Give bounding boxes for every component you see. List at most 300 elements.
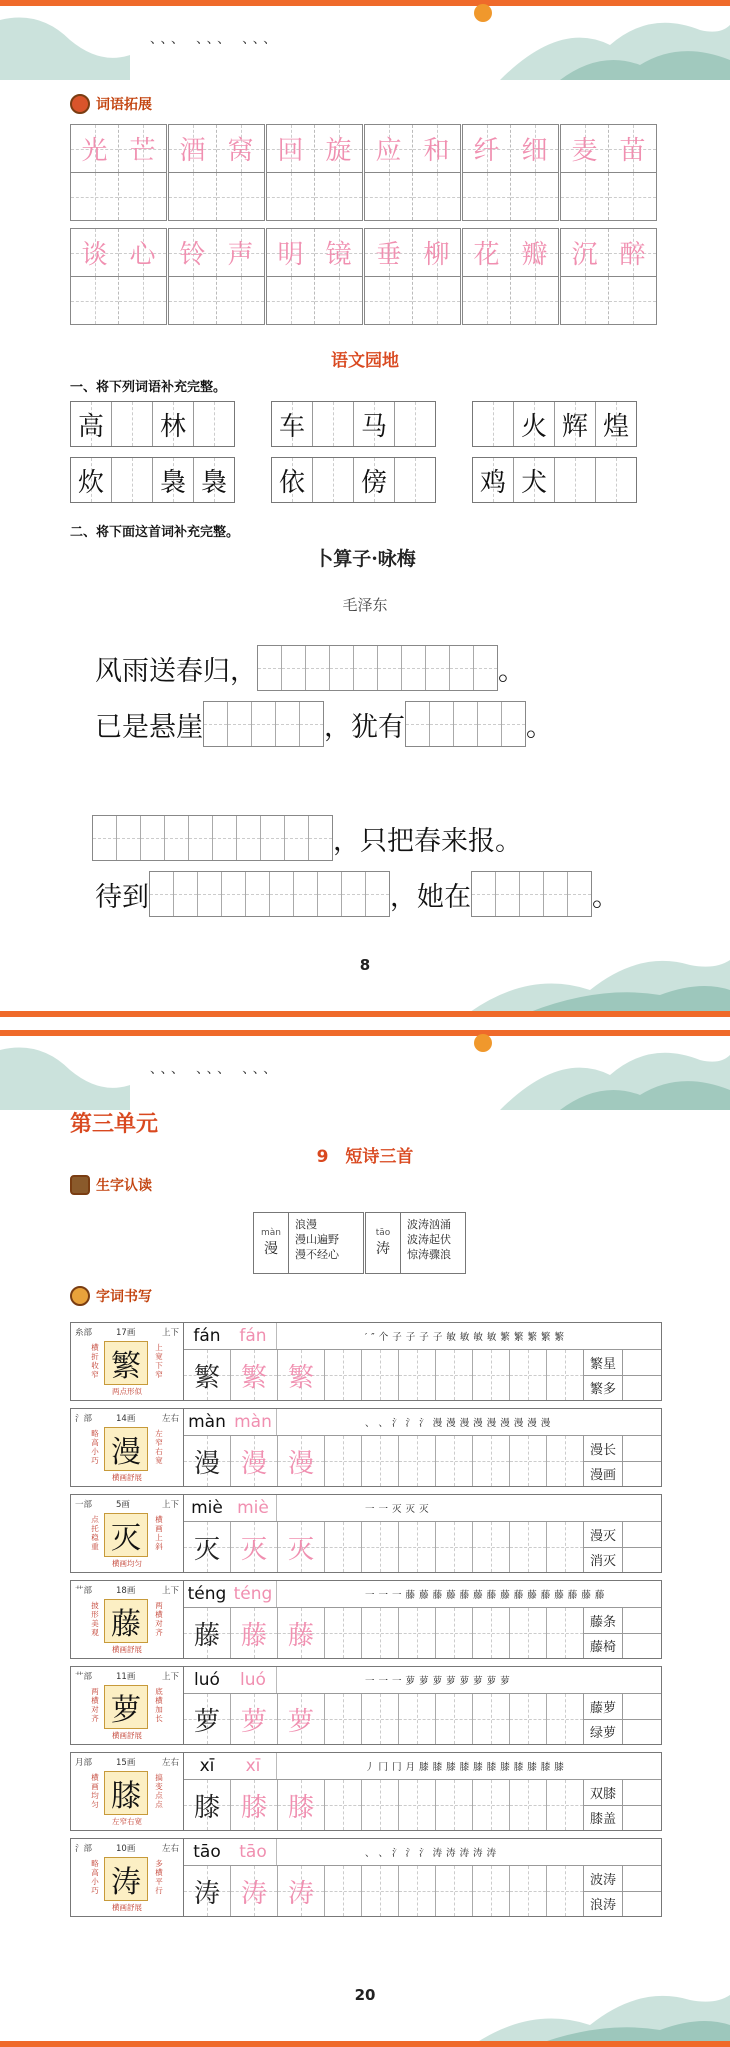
pinyin-blank[interactable] bbox=[276, 1581, 361, 1607]
writing-cell[interactable] bbox=[435, 1866, 472, 1916]
trace-cell bbox=[510, 229, 558, 276]
idiom-cell[interactable] bbox=[111, 458, 152, 502]
blank-cell[interactable] bbox=[406, 702, 429, 746]
writing-tip-left: 两横对齐 bbox=[91, 1687, 99, 1723]
blank-cell[interactable] bbox=[150, 872, 173, 916]
trace-cell bbox=[277, 1522, 324, 1572]
boy-mascot-icon bbox=[70, 1286, 90, 1306]
radical: 氵部 bbox=[75, 1414, 93, 1424]
word-column bbox=[583, 1436, 622, 1486]
model-char: 膝 bbox=[193, 1792, 220, 1823]
word-write-area[interactable] bbox=[622, 1436, 661, 1486]
writing-cell[interactable] bbox=[608, 277, 656, 324]
writing-cell[interactable] bbox=[412, 173, 460, 220]
trace-cell bbox=[230, 1522, 277, 1572]
blank-cell[interactable] bbox=[197, 872, 221, 916]
stroke-order: 、 、 氵 氵 氵 漫 漫 漫 漫 漫 漫 漫 漫 漫 bbox=[365, 1418, 551, 1429]
idiom-cell[interactable] bbox=[193, 458, 234, 502]
trace-cell bbox=[608, 229, 656, 276]
writing-cell[interactable] bbox=[398, 1866, 435, 1916]
pinyin-blank[interactable] bbox=[276, 1409, 361, 1435]
pinyin-trace: miè bbox=[237, 1498, 269, 1518]
blank-cell[interactable] bbox=[567, 872, 591, 916]
writing-cell[interactable] bbox=[472, 1608, 509, 1658]
writing-cell[interactable] bbox=[324, 1522, 361, 1572]
practice-word: 绿萝 bbox=[584, 1719, 622, 1745]
writing-tip-right: 左窄右宽 bbox=[155, 1429, 163, 1465]
workbook-page-20 bbox=[0, 1030, 730, 2047]
idiom-cell[interactable] bbox=[312, 402, 353, 446]
blank-cell[interactable] bbox=[305, 646, 329, 690]
blank-cell[interactable] bbox=[453, 702, 477, 746]
blank-cell[interactable] bbox=[93, 816, 116, 860]
writing-cell[interactable] bbox=[267, 277, 314, 324]
practice-area bbox=[184, 1667, 661, 1744]
trace-cell bbox=[71, 125, 118, 172]
writing-cell[interactable] bbox=[314, 277, 362, 324]
poem-text: 。 bbox=[498, 655, 525, 687]
writing-cell[interactable] bbox=[546, 1350, 583, 1400]
blank-cell[interactable] bbox=[284, 816, 308, 860]
writing-cell[interactable] bbox=[435, 1350, 472, 1400]
blank-cell[interactable] bbox=[519, 872, 543, 916]
blank-cell[interactable] bbox=[260, 816, 284, 860]
main-char: 萝 bbox=[104, 1685, 148, 1729]
idiom-cell[interactable] bbox=[353, 458, 394, 502]
trace-char: 柳 bbox=[423, 240, 450, 270]
stroke-order: 一 一 灭 灭 灭 bbox=[365, 1504, 430, 1515]
pinyin: fán bbox=[193, 1326, 221, 1346]
main-char: 漫 bbox=[104, 1427, 148, 1471]
question-2: 二、将下面这首词补充完整。 bbox=[70, 525, 240, 540]
model-char: 涛 bbox=[193, 1878, 220, 1909]
recognize-card bbox=[365, 1212, 466, 1274]
writing-cell[interactable] bbox=[435, 1522, 472, 1572]
blank-cell[interactable] bbox=[495, 872, 519, 916]
pinyin-trace: fán bbox=[239, 1326, 267, 1346]
writing-cell[interactable] bbox=[472, 1522, 509, 1572]
writing-cell[interactable] bbox=[561, 277, 608, 324]
trace-char: 细 bbox=[521, 136, 548, 166]
writing-cell[interactable] bbox=[169, 277, 216, 324]
writing-cell[interactable] bbox=[509, 1522, 546, 1572]
practice-word: 漫灭 bbox=[589, 1528, 616, 1544]
word-write-area[interactable] bbox=[622, 1350, 661, 1400]
trace-cell bbox=[608, 125, 656, 172]
char-practice-row bbox=[70, 1838, 662, 1917]
pinyin-row bbox=[184, 1753, 661, 1780]
blank-cell[interactable] bbox=[245, 872, 269, 916]
trace-char: 酒 bbox=[179, 136, 206, 166]
writing-cell[interactable] bbox=[546, 1866, 583, 1916]
trace-cell bbox=[230, 1866, 277, 1916]
practice-area bbox=[184, 1581, 661, 1658]
stroke-count: 14画 bbox=[116, 1414, 136, 1424]
writing-cell[interactable] bbox=[472, 1694, 509, 1744]
trace-cell bbox=[230, 1780, 277, 1830]
writing-cell[interactable] bbox=[71, 277, 118, 324]
idiom-cell[interactable] bbox=[513, 402, 554, 446]
pinyin-blank[interactable] bbox=[276, 1495, 361, 1521]
blank-cell[interactable] bbox=[212, 816, 236, 860]
writing-tip-left: 披形美观 bbox=[91, 1601, 99, 1637]
poem-text: 已是悬崖 bbox=[95, 711, 203, 743]
word-column bbox=[583, 1866, 622, 1916]
pinyin-row bbox=[184, 1667, 661, 1694]
writing-cell[interactable] bbox=[435, 1608, 472, 1658]
blank-cell[interactable] bbox=[236, 816, 260, 860]
pinyin: màn bbox=[188, 1412, 226, 1432]
trace-cell bbox=[216, 229, 264, 276]
idiom-box bbox=[472, 457, 637, 503]
idiom-box bbox=[271, 401, 436, 447]
word-box bbox=[266, 124, 363, 221]
trace-char: 萝 bbox=[240, 1706, 267, 1737]
trace-char: 沉 bbox=[571, 240, 598, 270]
blank-cell[interactable] bbox=[353, 646, 377, 690]
writing-cell[interactable] bbox=[398, 1780, 435, 1830]
idiom-cell[interactable] bbox=[595, 402, 636, 446]
trace-char: 漫 bbox=[287, 1448, 314, 1479]
trace-char: 纤 bbox=[473, 136, 500, 166]
blank-cell[interactable] bbox=[543, 872, 567, 916]
writing-cell[interactable] bbox=[324, 1780, 361, 1830]
blank-cell[interactable] bbox=[275, 702, 299, 746]
writing-cell[interactable] bbox=[398, 1694, 435, 1744]
writing-header bbox=[70, 1286, 152, 1306]
structure: 上下 bbox=[161, 1500, 179, 1510]
trace-char: 芒 bbox=[129, 136, 156, 166]
writing-cell[interactable] bbox=[361, 1608, 398, 1658]
model-cell bbox=[184, 1522, 230, 1572]
blank-cell[interactable] bbox=[401, 646, 425, 690]
trace-cell bbox=[463, 229, 510, 276]
writing-cell[interactable] bbox=[324, 1350, 361, 1400]
writing-tip-bottom: 横画舒展 bbox=[112, 1731, 142, 1740]
idiom-box bbox=[472, 401, 637, 447]
poem-text: 风雨送春归， bbox=[95, 655, 257, 687]
writing-cell[interactable] bbox=[71, 173, 118, 220]
blank-cell[interactable] bbox=[204, 702, 227, 746]
card-word: 波涛汹涌 bbox=[407, 1218, 451, 1231]
blank-cell[interactable] bbox=[227, 702, 251, 746]
writing-tip-bottom: 横画舒展 bbox=[112, 1473, 142, 1482]
blank-cell[interactable] bbox=[221, 872, 245, 916]
trace-char: 萝 bbox=[287, 1706, 314, 1737]
blank-cell[interactable] bbox=[164, 816, 188, 860]
writing-cell[interactable] bbox=[472, 1866, 509, 1916]
idiom-cell[interactable] bbox=[554, 458, 595, 502]
writing-cell[interactable] bbox=[267, 173, 314, 220]
writing-cell[interactable] bbox=[509, 1866, 546, 1916]
writing-cell[interactable] bbox=[361, 1780, 398, 1830]
writing-cell[interactable] bbox=[361, 1866, 398, 1916]
trace-char: 灭 bbox=[240, 1534, 267, 1565]
practice-area bbox=[184, 1839, 661, 1916]
practice-word: 藤条 bbox=[589, 1614, 616, 1630]
stroke-count: 5画 bbox=[116, 1500, 130, 1510]
model-char: 繁 bbox=[193, 1362, 220, 1393]
word-write-area[interactable] bbox=[622, 1694, 661, 1744]
blank-cell[interactable] bbox=[472, 872, 495, 916]
writing-cell[interactable] bbox=[216, 277, 264, 324]
poem-line-3 bbox=[92, 815, 522, 861]
pinyin-blank[interactable] bbox=[276, 1753, 361, 1779]
idiom-cell[interactable] bbox=[394, 402, 435, 446]
trace-char: 繁 bbox=[287, 1362, 314, 1393]
recognize-card bbox=[253, 1212, 364, 1274]
writing-cell[interactable] bbox=[118, 277, 166, 324]
trace-cell bbox=[463, 125, 510, 172]
writing-cell[interactable] bbox=[608, 173, 656, 220]
word-write-area[interactable] bbox=[622, 1522, 661, 1572]
writing-cell[interactable] bbox=[361, 1436, 398, 1486]
trace-cell bbox=[118, 229, 166, 276]
blank-cell[interactable] bbox=[281, 646, 305, 690]
writing-cell[interactable] bbox=[169, 173, 216, 220]
pinyin: luó bbox=[194, 1670, 220, 1690]
card-pinyin: tāo bbox=[375, 1228, 391, 1238]
writing-cell[interactable] bbox=[510, 277, 558, 324]
writing-cell[interactable] bbox=[435, 1436, 472, 1486]
idiom-cell[interactable] bbox=[111, 402, 152, 446]
pinyin-row bbox=[184, 1323, 661, 1350]
word-column bbox=[583, 1608, 622, 1658]
blank-cell[interactable] bbox=[299, 702, 323, 746]
writing-cell[interactable] bbox=[412, 277, 460, 324]
idiom-cell[interactable] bbox=[193, 402, 234, 446]
idiom-cell[interactable] bbox=[513, 458, 554, 502]
writing-tip-right: 两横对齐 bbox=[155, 1601, 163, 1637]
writing-cell[interactable] bbox=[561, 173, 608, 220]
writing-cell[interactable] bbox=[365, 173, 412, 220]
idiom-cell[interactable] bbox=[272, 402, 312, 446]
trace-cell bbox=[365, 125, 412, 172]
model-cell bbox=[184, 1350, 230, 1400]
trace-char: 镜 bbox=[325, 240, 352, 270]
blank-cell[interactable] bbox=[429, 702, 453, 746]
radical: 氵部 bbox=[75, 1844, 93, 1854]
practice-word: 繁星 bbox=[589, 1356, 616, 1372]
idiom-cell[interactable] bbox=[473, 402, 513, 446]
writing-cell[interactable] bbox=[463, 173, 510, 220]
card-word: 惊涛骤浪 bbox=[407, 1248, 451, 1261]
writing-cell[interactable] bbox=[509, 1350, 546, 1400]
idiom-cell[interactable] bbox=[554, 402, 595, 446]
trace-cell bbox=[277, 1350, 324, 1400]
trace-char: 应 bbox=[375, 136, 402, 166]
trace-cell bbox=[169, 229, 216, 276]
writing-cell[interactable] bbox=[510, 173, 558, 220]
lesson-title: 9 短诗三首 bbox=[316, 1147, 414, 1167]
trace-char: 藤 bbox=[287, 1620, 314, 1651]
blank-cell[interactable] bbox=[269, 872, 293, 916]
answer-blank[interactable] bbox=[471, 871, 592, 917]
blank-cell[interactable] bbox=[293, 872, 317, 916]
writing-cell[interactable] bbox=[324, 1866, 361, 1916]
writing-cell[interactable] bbox=[546, 1694, 583, 1744]
idiom-cell[interactable] bbox=[272, 458, 312, 502]
blank-cell[interactable] bbox=[341, 872, 365, 916]
word-write-area[interactable] bbox=[622, 1608, 661, 1658]
pinyin: xī bbox=[199, 1756, 215, 1776]
writing-tip-left: 略高小巧 bbox=[91, 1859, 99, 1895]
writing-cell[interactable] bbox=[472, 1350, 509, 1400]
model-cell bbox=[184, 1436, 230, 1486]
writing-cell[interactable] bbox=[361, 1350, 398, 1400]
char-write-row bbox=[184, 1780, 661, 1830]
char-write-row bbox=[184, 1694, 661, 1744]
answer-blank[interactable] bbox=[203, 701, 324, 747]
writing-cell[interactable] bbox=[472, 1436, 509, 1486]
writing-cell[interactable] bbox=[398, 1350, 435, 1400]
char-info bbox=[71, 1581, 184, 1658]
writing-cell[interactable] bbox=[361, 1694, 398, 1744]
writing-cell[interactable] bbox=[118, 173, 166, 220]
writing-cell[interactable] bbox=[435, 1694, 472, 1744]
writing-cell[interactable] bbox=[324, 1608, 361, 1658]
char-info bbox=[71, 1323, 184, 1400]
idiom-cell[interactable] bbox=[71, 458, 111, 502]
word-box bbox=[168, 124, 265, 221]
writing-cell[interactable] bbox=[546, 1436, 583, 1486]
char-practice-row bbox=[70, 1322, 662, 1401]
word-write-area[interactable] bbox=[622, 1780, 661, 1830]
idiom-char: 犬 bbox=[520, 467, 547, 498]
pinyin-blank[interactable] bbox=[276, 1323, 361, 1349]
idiom-cell[interactable] bbox=[152, 402, 193, 446]
trace-cell bbox=[230, 1608, 277, 1658]
idiom-cell[interactable] bbox=[152, 458, 193, 502]
card-word: 浪漫 bbox=[295, 1218, 317, 1231]
idiom-cell[interactable] bbox=[312, 458, 353, 502]
trace-cell bbox=[365, 229, 412, 276]
idiom-cell[interactable] bbox=[71, 402, 111, 446]
practice-word: 藤萝 bbox=[589, 1700, 616, 1716]
card-word: 波涛起伏 bbox=[407, 1233, 451, 1246]
practice-word: 双膝 bbox=[589, 1786, 616, 1802]
blank-cell[interactable] bbox=[329, 646, 353, 690]
blank-cell[interactable] bbox=[425, 646, 449, 690]
writing-cell[interactable] bbox=[324, 1436, 361, 1486]
trace-cell bbox=[314, 229, 362, 276]
practice-area bbox=[184, 1495, 661, 1572]
answer-blank[interactable] bbox=[405, 701, 526, 747]
writing-cell[interactable] bbox=[314, 173, 362, 220]
trace-cell bbox=[277, 1694, 324, 1744]
writing-tip-right: 底横加长 bbox=[155, 1687, 163, 1723]
writing-cell[interactable] bbox=[509, 1694, 546, 1744]
writing-cell[interactable] bbox=[546, 1522, 583, 1572]
writing-cell[interactable] bbox=[509, 1436, 546, 1486]
bottom-accent-bar bbox=[0, 2041, 730, 2047]
sun-dot bbox=[474, 1034, 492, 1052]
writing-tip-left: 略高小巧 bbox=[91, 1429, 99, 1465]
idiom-char: 车 bbox=[278, 411, 305, 442]
blank-cell[interactable] bbox=[365, 872, 389, 916]
blank-cell[interactable] bbox=[477, 702, 501, 746]
model-cell bbox=[184, 1608, 230, 1658]
writing-cell[interactable] bbox=[398, 1608, 435, 1658]
blank-cell[interactable] bbox=[317, 872, 341, 916]
blank-cell[interactable] bbox=[173, 872, 197, 916]
blank-cell[interactable] bbox=[140, 816, 164, 860]
model-cell bbox=[184, 1694, 230, 1744]
stroke-count: 15画 bbox=[116, 1758, 136, 1768]
char-practice-row bbox=[70, 1752, 662, 1831]
writing-cell[interactable] bbox=[361, 1522, 398, 1572]
writing-cell[interactable] bbox=[398, 1522, 435, 1572]
word-write-area[interactable] bbox=[622, 1866, 661, 1916]
blank-cell[interactable] bbox=[377, 646, 401, 690]
writing-cell[interactable] bbox=[546, 1608, 583, 1658]
idiom-cell[interactable] bbox=[473, 458, 513, 502]
model-char: 灭 bbox=[193, 1534, 220, 1565]
idiom-char: 火 bbox=[520, 411, 547, 442]
blank-cell[interactable] bbox=[501, 702, 525, 746]
pinyin-blank[interactable] bbox=[276, 1667, 361, 1693]
writing-cell[interactable] bbox=[509, 1780, 546, 1830]
writing-cell[interactable] bbox=[398, 1436, 435, 1486]
poem-text: ，只把春来报。 bbox=[333, 825, 522, 857]
poem-text: ，犹有 bbox=[324, 711, 405, 743]
blank-cell[interactable] bbox=[188, 816, 212, 860]
blank-cell[interactable] bbox=[473, 646, 497, 690]
structure: 上下 bbox=[161, 1672, 179, 1682]
char-write-row bbox=[184, 1350, 661, 1400]
idiom-char: 裊 bbox=[159, 467, 186, 498]
word-column bbox=[583, 1350, 622, 1400]
writing-cell[interactable] bbox=[463, 277, 510, 324]
section-label: 词语拓展 bbox=[96, 97, 152, 113]
pinyin-blank[interactable] bbox=[276, 1839, 361, 1865]
writing-cell[interactable] bbox=[546, 1780, 583, 1830]
writing-cell[interactable] bbox=[509, 1608, 546, 1658]
char-practice-row bbox=[70, 1666, 662, 1745]
writing-cell[interactable] bbox=[324, 1694, 361, 1744]
writing-cell[interactable] bbox=[435, 1780, 472, 1830]
recognize-header bbox=[70, 1175, 152, 1195]
structure: 上下 bbox=[161, 1586, 179, 1596]
blank-cell[interactable] bbox=[258, 646, 281, 690]
idiom-cell[interactable] bbox=[353, 402, 394, 446]
trace-char: 涛 bbox=[287, 1878, 314, 1909]
blank-cell[interactable] bbox=[116, 816, 140, 860]
idiom-cell[interactable] bbox=[394, 458, 435, 502]
idiom-cell[interactable] bbox=[595, 458, 636, 502]
answer-blank[interactable] bbox=[257, 645, 498, 691]
blank-cell[interactable] bbox=[308, 816, 332, 860]
blank-cell[interactable] bbox=[251, 702, 275, 746]
writing-cell[interactable] bbox=[472, 1780, 509, 1830]
model-char: 藤 bbox=[193, 1620, 220, 1651]
blank-cell[interactable] bbox=[449, 646, 473, 690]
answer-blank[interactable] bbox=[92, 815, 333, 861]
pinyin-trace: màn bbox=[234, 1412, 272, 1432]
structure: 左右 bbox=[161, 1414, 179, 1424]
practice-word: 藤椅 bbox=[584, 1633, 622, 1659]
practice-word: 消灭 bbox=[584, 1547, 622, 1573]
writing-cell[interactable] bbox=[216, 173, 264, 220]
answer-blank[interactable] bbox=[149, 871, 390, 917]
mountain-footer-illustration bbox=[470, 1965, 730, 2047]
writing-cell[interactable] bbox=[365, 277, 412, 324]
trace-cell bbox=[561, 229, 608, 276]
pinyin-row bbox=[184, 1839, 661, 1866]
page-number: 20 bbox=[354, 1986, 376, 2004]
page-number: 8 bbox=[359, 956, 371, 974]
idiom-char: 依 bbox=[278, 467, 305, 498]
